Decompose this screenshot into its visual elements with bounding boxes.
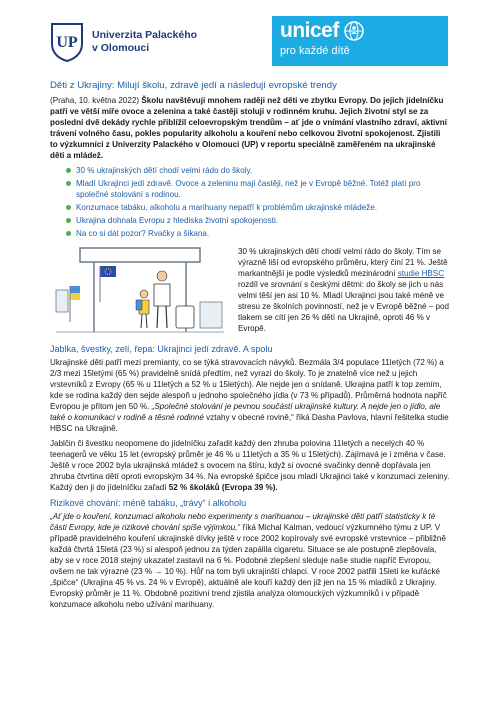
unicef-globe-icon (343, 20, 365, 42)
school-paragraph (238, 246, 450, 336)
page-header (0, 0, 500, 66)
risk-quote: „Ať jde o kouření, konzumaci alkoholu nebo experimenty s marihuanou – ukrajinské děti patří statisticky k té části Evropy, kde je rizikové chování spíše výjimkou,“ (50, 512, 436, 532)
university-name-line1: Univerzita Palackého (92, 29, 198, 41)
intro-text: Školu navštěvují mnohem raději než děti ve zbytku Evropy. Do jejich jídelníčku patří ve větší míře ovoce a zelenina a také častěji stolují v rodinném kruhu. Jejich životní styl se za poslední dvě dekády rychle přiblížil celoevropským trendům – ať jde o vnímání vlastního zdraví, aktivní trávení volného času, pokles popularity alkoholu a kouření nebo celkovou životní spokojenost. Zjistili to výzkumníci z Univerzity Palackého v Olomouci (UP) v reportu speciálně zaměřeném na ukrajinské děti a mládež. (50, 96, 447, 160)
unicef-logo[interactable] (272, 16, 448, 66)
list-item: Na co si dát pozor? Rvačky a šikana. (66, 228, 450, 239)
vegetable-stat: 52 % školáků (Evropa 39 %). (168, 483, 278, 492)
list-item: Konzumace tabáku, alkoholu a marihuany nepatří k problémům ukrajinské mládeže. (66, 202, 450, 213)
list-item: 30 % ukrajinských dětí chodí velmi rádo do školy. (66, 165, 450, 176)
school-text-after: rozdíl ve srovnání s českými dětmi: do školy se jich u nás velmi těší jen asi 10 %. Mladí Ukrajinci jsou také méně ve stresu ze školních povinností, než je v Evropě běžné – pod tlakem se cítí jen 26 % dětí na Ukrajině, oproti 46 % v Evropě. (238, 280, 450, 333)
food-section-heading: Jablka, švestky, zelí, řepa: Ukrajinci jedí zdravě. A spolu (50, 344, 273, 354)
article-title: Děti z Ukrajiny: Milují školu, zdravě jedí a následují evropské trendy (50, 80, 337, 91)
university-name-line2: v Olomouci (92, 42, 150, 54)
hbsc-study-link[interactable]: studie HBSC (397, 269, 445, 278)
risk-section-heading: Rizikové chování: méně tabáku, „trávy“ i alkoholu (50, 498, 247, 508)
dateline: (Praha, 10. května 2022) (50, 96, 140, 105)
intro-paragraph (50, 95, 450, 161)
school-figure-row (50, 242, 450, 340)
article-body (50, 80, 450, 614)
university-name (92, 29, 197, 55)
risk-text: říká Michal Kalman, vedoucí výzkumného týmu z UP. V případě pravidelného kouření ukrajinské dívky ještě v roce 2002 kopírovaly své evropské vrstevnice – přibližně každá čtvrtá 15letá (23 %) si alespoň jednou za týden zapálila cigaretu. Situace se ale postupně zlepšovala, aby se v roce 2018 stejný ukazatel zastavil na 6 %. Podobné zlepšení sleduje naše studie napříč Evropou, ovšem ne tak výrazné (23 % → 10 %). Hůř na tom byli ukrajinští chlapci. V roce 2002 patřili 15letí ke kuřácké „špičce“ (Ukrajina 45 % vs. 24 % v Evropě), aktuálně ale kouří každý den již jen na 15 % mladíků z Ukrajiny. Evropský průměr je 11 %. Obdobně pozitivní trend zjistila analýza olomouckých výzkumníků i v případě konzumace alkoholu nebo užívání marihuany. (50, 523, 446, 609)
food-quote: „Společné stolování je pevnou součástí ukrajinské kultury. A nejde jen o jídlo, ale také o komunikaci v rodině a těsné rodinné (50, 402, 441, 422)
unicef-name-row (280, 20, 440, 42)
food-paragraph-1 (50, 357, 450, 434)
svg-text:UP: UP (56, 34, 78, 51)
food-text-before: Ukrajinské děti patří mezi premianty, co se týká stravovacích návyků. Bezmála 3/4 populace 11letých (72 %) a 2/3 mezi 15letými (65 %) pravidelně snídá předtím, než vyrazí do školy. To je znatelně více než u jejich vrstevníků z Evropy (65 % u 11letých a 52 % u 15letých). Ale nejde jen o snídaně. Ukrajina patří k top zemím, kde se rodina každý den sejde alespoň u jednoho společného jídla (v 73 % případů). Průměrná hodnota napříč Evropou je přitom jen 50 %. (50, 358, 447, 411)
university-logo[interactable] (50, 22, 197, 62)
unicef-tagline: pro každé dítě (280, 45, 350, 57)
list-item: Mladí Ukrajinci jedí zdravě. Ovoce a zeleninu mají častěji, než je v Evropě běžné. Totéž platí pro společné stolování s rodinou. (66, 178, 450, 200)
school-illustration (50, 242, 230, 340)
risk-paragraph (50, 511, 450, 610)
unicef-wordmark: unicef (280, 19, 339, 42)
food-paragraph-2 (50, 438, 450, 493)
list-item: Ukrajina dohnala Evropu z hlediska životní spokojenosti. (66, 215, 450, 226)
key-findings-list (66, 165, 450, 239)
food-text-after: vztahy v obecné rovině,“ říká Dasha Pavlova, hlavní řešitelka studie HBSC na Ukrajině. (50, 413, 449, 433)
fruit-text: Jablčin či švestku neopomene do jídelníčku zařadit každý den zhruba polovina 11letých a necelých 40 % teenagerů ve věku 15 let (evropský průměr je 46 % u 11letých a 35 % u 15letých). Zajímavá je i změna v čase. Ještě v roce 2002 byla ukrajinská mládež s ovocem na štíru, když si ovocné svačinky denně dopřávala jen zhruba čtvrtina dětí oproti evropským 34 %. Na evropské špičce jsou mladí Ukrajinci také v konzumaci zeleniny. Každý den ji do jídelníčku zařadí (50, 439, 450, 492)
school-text-before: 30 % ukrajinských dětí chodí velmi rádo do školy. Tím se výrazně liší od evropského průměru, který činí 21 %. Ještě markantnější je podle výsledků mezinárodní (238, 247, 448, 278)
university-crest-icon (50, 22, 84, 62)
